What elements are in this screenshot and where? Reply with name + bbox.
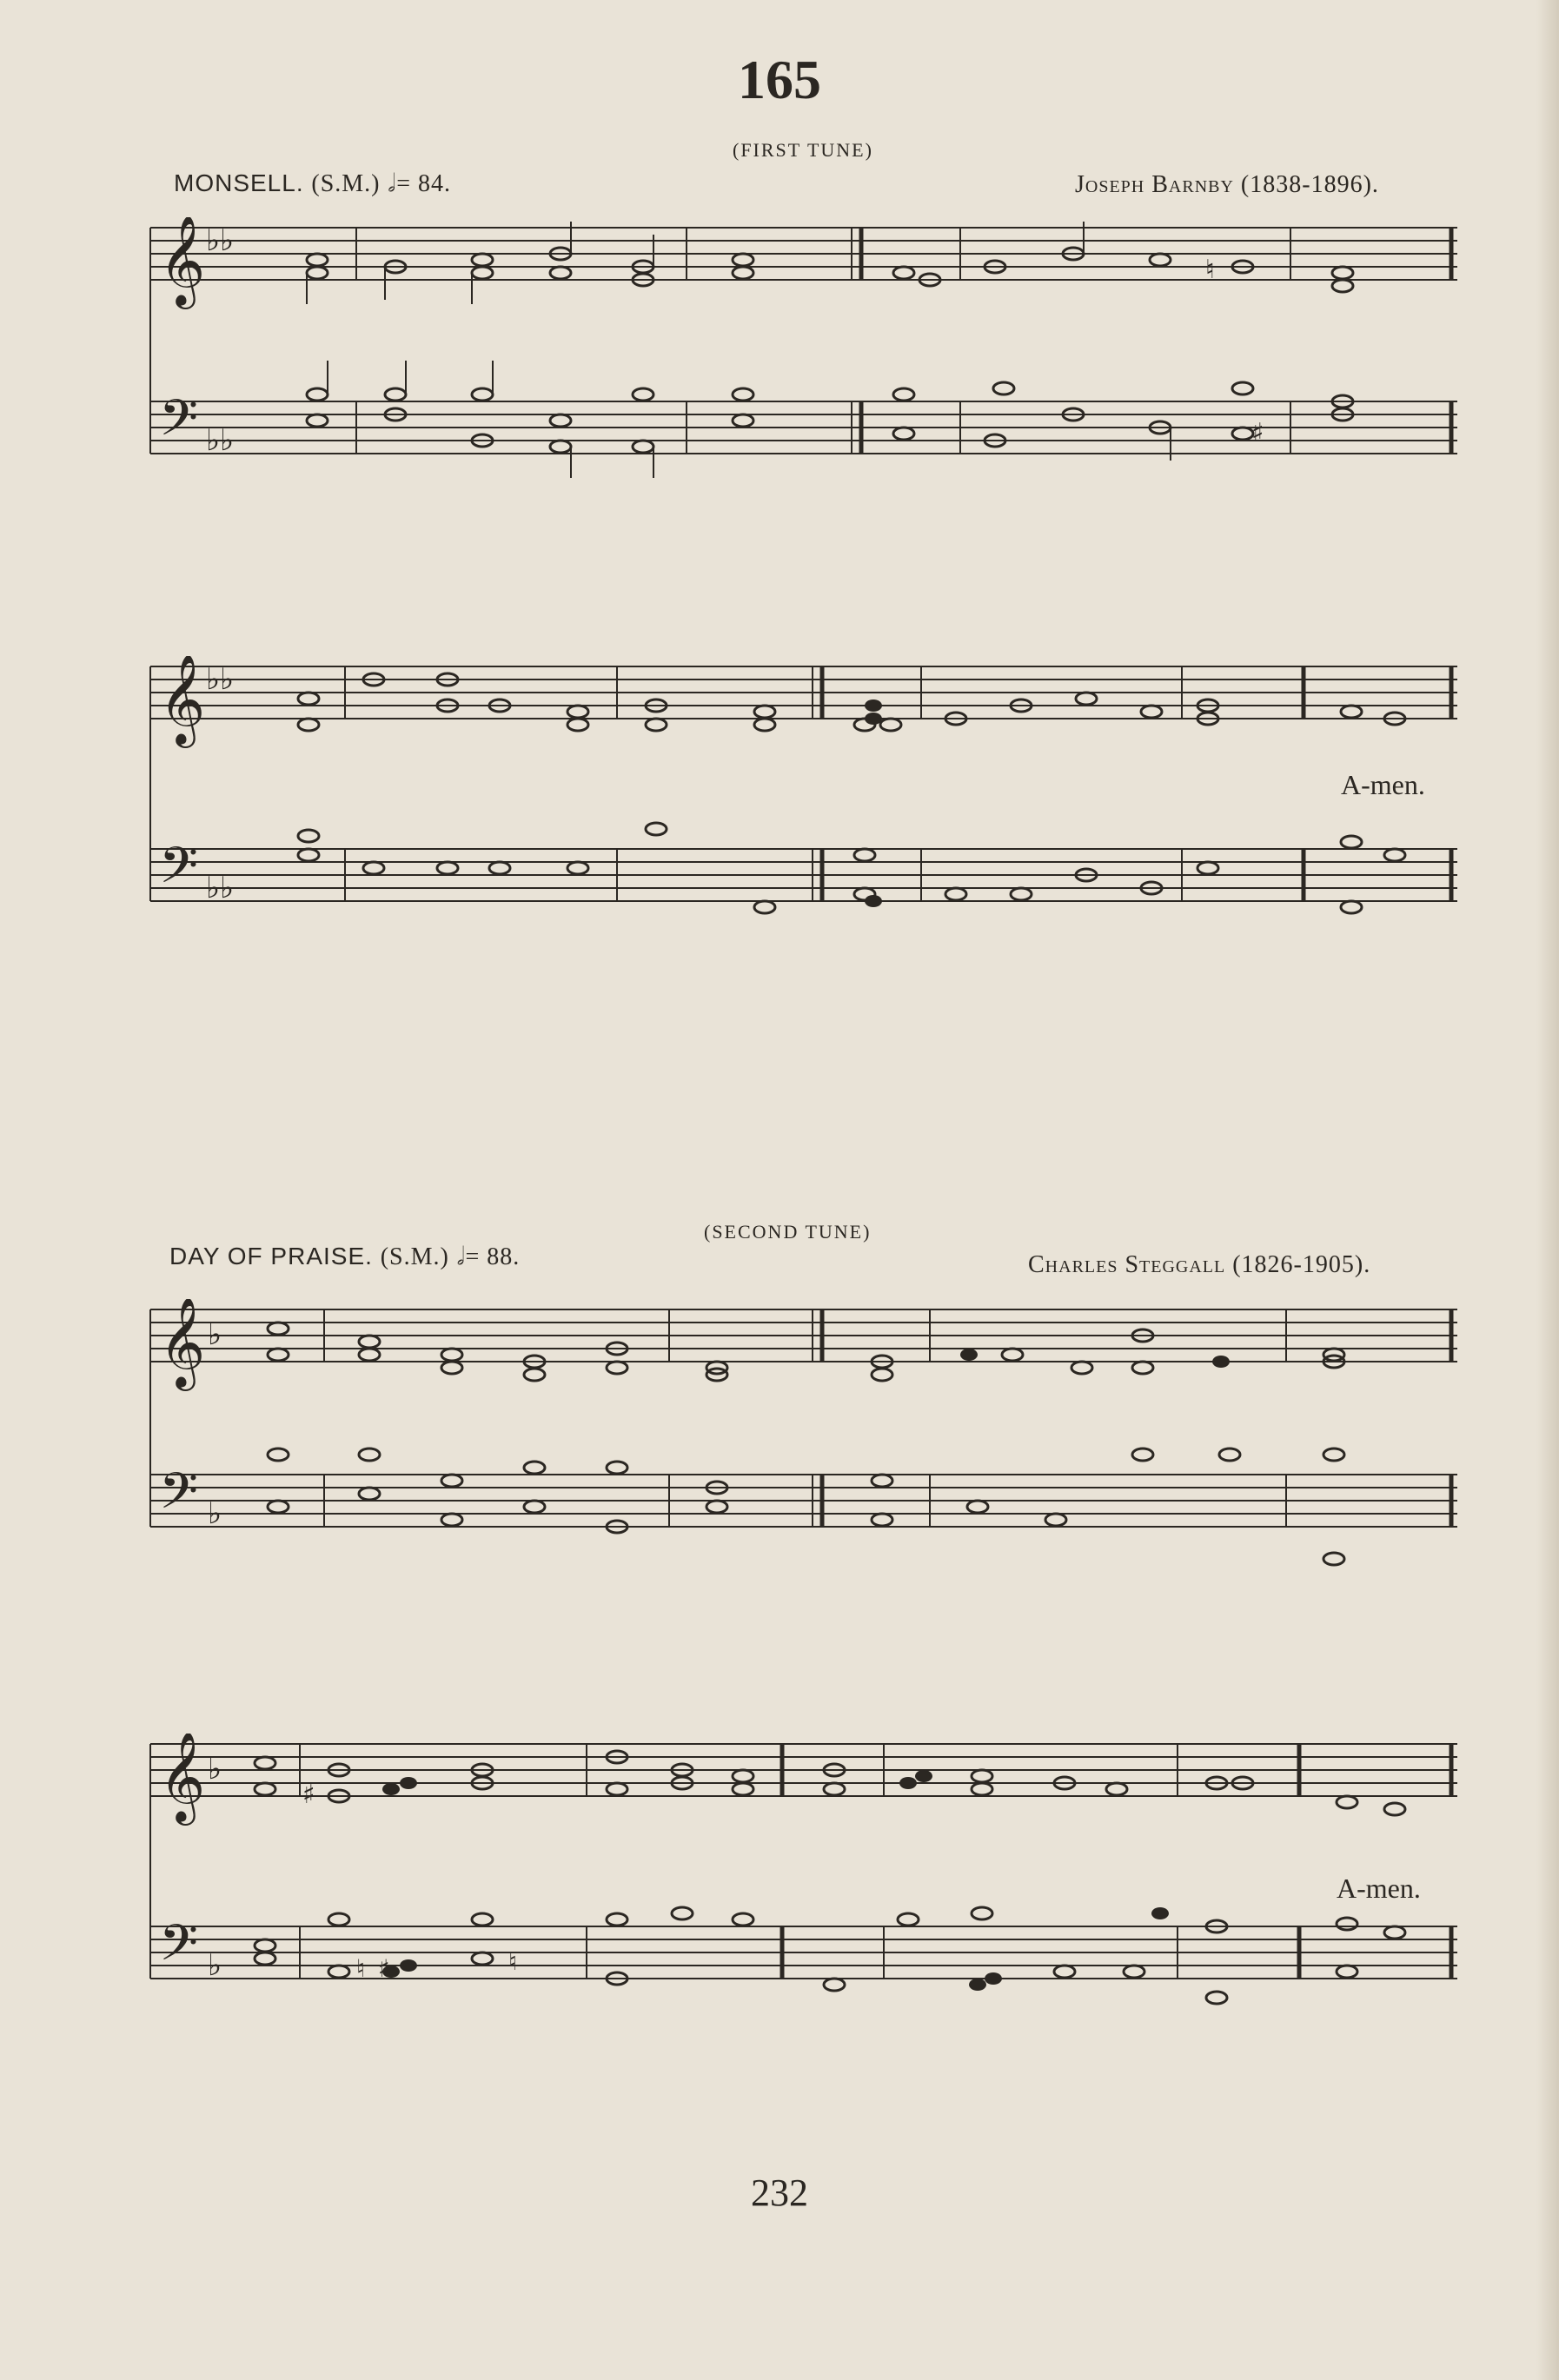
first-tune-title [174, 169, 451, 198]
natural-icon: ♮ [1205, 255, 1215, 285]
bass-clef-icon: 𝄢 [159, 836, 199, 907]
treble-clef-icon: 𝄞 [159, 1734, 206, 1822]
flat-icon: ♭ [208, 1317, 222, 1352]
treble-clef-icon: 𝄞 [159, 1299, 206, 1388]
bass-clef-icon: 𝄢 [159, 388, 199, 460]
first-tune-label: (FIRST TUNE) [733, 139, 873, 161]
second-tune-meter: (S.M.) [380, 1243, 449, 1270]
first-tune-tempo: = 84. [396, 170, 451, 197]
second-tune-tempo: = 88. [465, 1243, 521, 1270]
bass-clef-icon: 𝄢 [159, 1913, 199, 1985]
score-system-3 [143, 1299, 1464, 1603]
score-system-2 [143, 656, 1464, 934]
bass-clef-icon: 𝄢 [159, 1462, 199, 1533]
hymn-number: 165 [738, 49, 821, 110]
score-system-4 [143, 1734, 1464, 2038]
first-tune-composer: Joseph Barnby (1838-1896). [1075, 171, 1379, 198]
second-tune-composer: Charles Steggall (1826-1905). [1028, 1251, 1371, 1278]
flat-icon: ♭♭ [206, 662, 235, 697]
score-system-1 [143, 217, 1464, 478]
half-note-icon: 𝅗𝅥 [456, 1243, 466, 1270]
natural-icon: ♮ [508, 1947, 518, 1976]
first-tune-meter: (S.M.) [311, 170, 381, 197]
sharp-icon: ♯ [378, 1954, 390, 1983]
page-number: 232 [751, 2171, 808, 2214]
treble-clef-icon: 𝄞 [159, 217, 206, 306]
half-note-icon: 𝅗𝅥 [388, 170, 397, 197]
flat-icon: ♭ [208, 1752, 222, 1787]
first-tune-amen-lyric: A-men. [1341, 769, 1425, 800]
flat-icon: ♭ [208, 1496, 222, 1531]
first-tune-name: MONSELL. [174, 169, 304, 196]
second-tune-amen-lyric: A-men. [1337, 1873, 1421, 1904]
second-tune-label: (SECOND TUNE) [704, 1221, 872, 1243]
natural-icon: ♮ [356, 1954, 366, 1983]
flat-icon: ♭ [208, 1948, 222, 1983]
flat-icon: ♭♭ [206, 223, 235, 258]
flat-icon: ♭♭ [206, 423, 235, 458]
flat-icon: ♭♭ [206, 871, 235, 905]
treble-clef-icon: 𝄞 [159, 656, 206, 745]
second-tune-title [169, 1243, 520, 1271]
page-edge-shadow [1536, 0, 1559, 2380]
second-tune-name: DAY OF PRAISE. [169, 1243, 373, 1270]
sharp-icon: ♯ [1251, 418, 1264, 448]
sharp-icon: ♯ [302, 1780, 315, 1810]
